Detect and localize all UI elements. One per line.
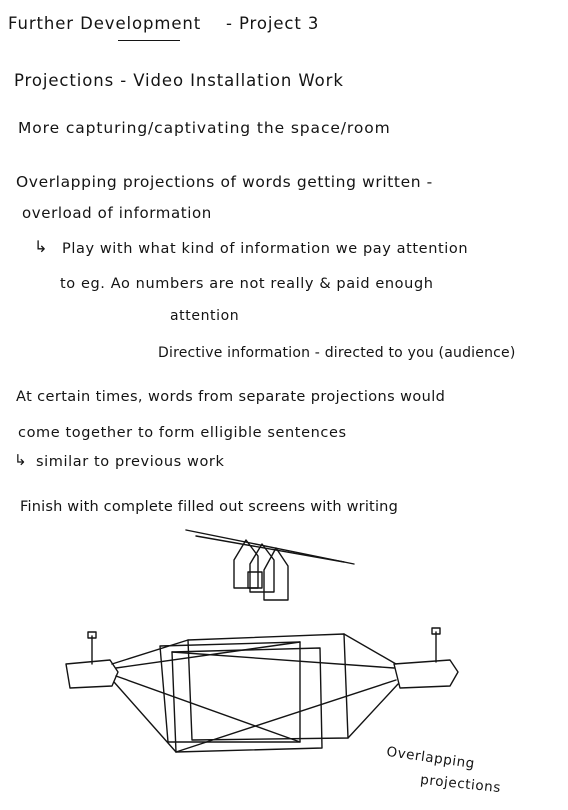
note-previous-work: similar to previous work — [36, 454, 225, 470]
arrow-icon: ↳ — [14, 451, 28, 469]
note-attention: attention — [170, 308, 240, 324]
note-finish: Finish with complete filled out screens with writing — [20, 499, 398, 515]
note-play-with-information: Play with what kind of information we pay attention — [62, 241, 469, 257]
note-overlapping-words: Overlapping projections of words getting written - — [16, 173, 433, 191]
arrow-icon: ↳ — [34, 237, 49, 256]
page-title: Further Development — [8, 14, 202, 33]
note-capturing-space: More capturing/captivating the space/room — [18, 119, 391, 137]
note-certain-times: At certain times, words from separate projections would — [16, 389, 446, 405]
note-directive-information: Directive information - directed to you (audience) — [158, 345, 516, 361]
note-overload: overload of information — [22, 204, 212, 222]
project-label: - Project 3 — [226, 14, 320, 33]
note-numbers: to eg. Ao numbers are not really & paid enough — [60, 276, 434, 292]
sketch-caption: Overlapping — [385, 743, 476, 773]
note-sentences: come together to form elligible sentences — [18, 425, 347, 441]
note-projections: Projections - Video Installation Work — [14, 71, 344, 90]
sketch-caption-line2: projections — [419, 771, 502, 797]
